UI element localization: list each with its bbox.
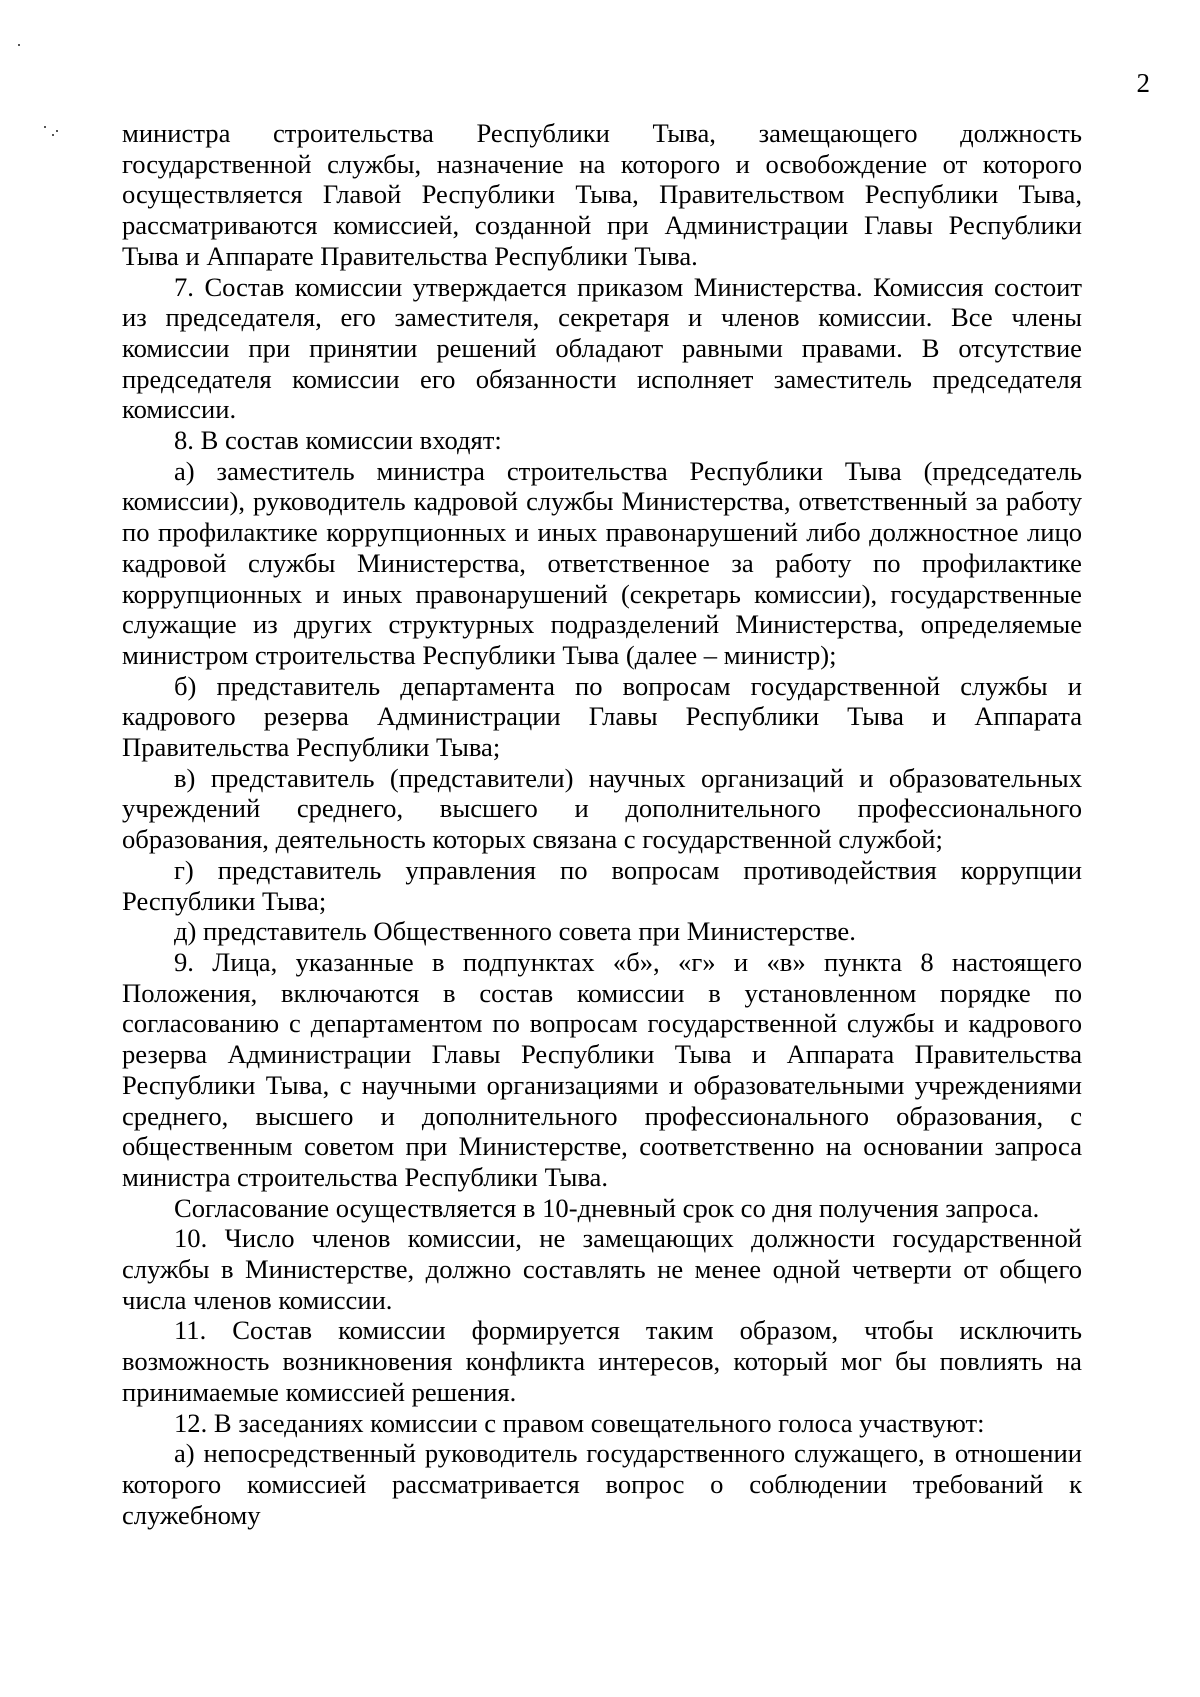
- subitem-g: г) представитель управления по вопросам противодействия коррупции Республики Тыва;: [122, 854, 1082, 916]
- subitem-d: д) представитель Общественного совета при Министерстве.: [174, 916, 856, 947]
- subitem-v: в) представитель (представители) научных организаций и образовательных учреждений среднего, высшего и дополнительного профессионального образования, деятельность которых связана с государственной службой;: [122, 762, 1082, 855]
- paragraph-item-7: 7. Состав комиссии утверждается приказом Министерства. Комиссия состоит из председателя, его заместителя, секретаря и членов комиссии. Все члены комиссии при принятии решений обладают равными правами. В отсутствие председателя комиссии его обязанности исполняет заместитель председателя комиссии.: [122, 271, 1082, 425]
- paragraph-item-12: 12. В заседаниях комиссии с правом совещательного голоса участвуют:: [174, 1407, 985, 1438]
- scan-speck: [44, 126, 46, 128]
- scan-speck: [52, 134, 54, 136]
- scan-speck: [56, 130, 58, 132]
- paragraph-continuation: министра строительства Республики Тыва, замещающего должность государственной службы, назначение на которого и освобождение от которого осуществляется Главой Республики Тыва, Правительством Республики Тыва, рассматриваются комиссией, созданной при Администрации Главы Республики Тыва и Аппарате Правительства Республики Тыва.: [122, 118, 1082, 271]
- paragraph-item-8: 8. В состав комиссии входят:: [174, 425, 502, 456]
- paragraph-item-10: 10. Число членов комиссии, не замещающих должности государственной службы в Министерстве, должно составлять не менее одной четверти от общего числа членов комиссии.: [122, 1223, 1082, 1315]
- subitem-b: б) представитель департамента по вопросам государственной службы и кадрового резерва Администрации Главы Республики Тыва и Аппарата Правительства Республики Тыва;: [122, 670, 1082, 763]
- subitem-a: а) заместитель министра строительства Республики Тыва (председатель комиссии), руководитель кадровой службы Министерства, ответственный за работу по профилактике коррупционных и иных правонарушений либо должностное лицо кадровой службы Министерства, ответственное за работу по профилактике коррупционных и иных правонарушений (секретарь комиссии), государственные служащие из других структурных подразделений Министерства, определяемые министром строительства Республики Тыва (далее – министр);: [122, 455, 1082, 670]
- scan-speck: [18, 44, 20, 46]
- subitem-a-2: а) непосредственный руководитель государственного служащего, в отношении которого комиссией рассматривается вопрос о соблюдении требований к служебному: [122, 1438, 1082, 1530]
- paragraph-item-9: 9. Лица, указанные в подпунктах «б», «г» и «в» пункта 8 настоящего Положения, включаются в состав комиссии в установленном порядке по согласованию с департаментом по вопросам государственной службы и кадрового резерва Администрации Главы Республики Тыва и Аппарата Правительства Республики Тыва, с научными организациями и образовательными учреждениями среднего, высшего и дополнительного профессионального образования, с общественным советом при Министерстве, соответственно на основании запроса министра строительства Республики Тыва.: [122, 946, 1082, 1192]
- paragraph-item-11: 11. Состав комиссии формируется таким образом, чтобы исключить возможность возникновения конфликта интересов, который мог бы повлиять на принимаемые комиссией решения.: [122, 1315, 1082, 1407]
- document-body: [122, 118, 1082, 1530]
- paragraph-approval-term: Согласование осуществляется в 10-дневный срок со дня получения запроса.: [174, 1192, 1040, 1223]
- page-number: 2: [1136, 68, 1150, 98]
